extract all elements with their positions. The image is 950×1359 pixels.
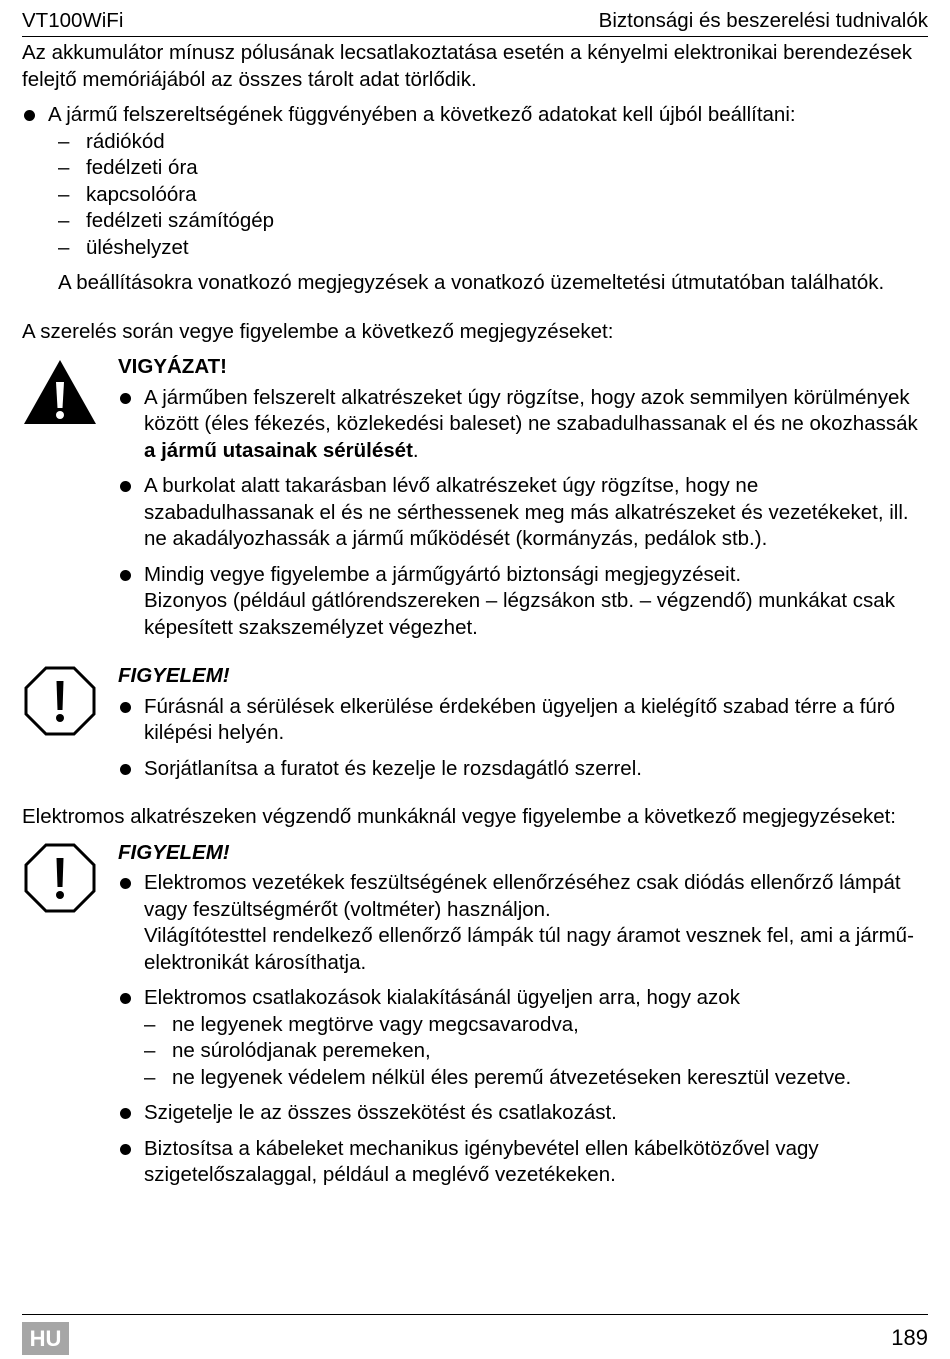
connection-item: – ne legyenek megtörve vagy megcsavarodva, <box>144 1012 579 1036</box>
reset-item: – kapcsolóóra <box>58 182 197 206</box>
notice-octagon-icon <box>22 842 98 914</box>
notice-bullet: Elektromos csatlakozások kialakításánál ügyeljen arra, hogy azok – ne legyenek megtörve vagy megcsavarodva, – ne súrolódjanak peremeken, – ne legyenek védelem nélkül éles peremű átvezetéseken keresztül vezetve. <box>118 985 928 1091</box>
notice-title: FIGYELEM! <box>118 664 230 687</box>
warning-block <box>22 354 928 641</box>
notice-block <box>22 663 928 782</box>
warning-triangle-icon <box>22 356 98 428</box>
mounting-intro: A szerelés során vegye figyelembe a következő megjegyzéseket: <box>22 319 614 343</box>
reset-item: – fedélzeti óra <box>58 156 198 179</box>
page-body <box>22 40 928 1189</box>
connection-item: – ne súrolódjanak peremeken, <box>144 1039 431 1062</box>
notice-bullet: Sorjátlanítsa a furatot és kezelje le rozsdagátló szerrel. <box>118 756 928 783</box>
notice-bullet: Biztosítsa a kábeleket mechanikus igénybevétel ellen kábelkötözővel vagy szigetelőszalaggal, például a meglévő vezetékeken. <box>118 1136 928 1189</box>
reset-item: – üléshelyzet <box>58 235 189 259</box>
section-title: Biztonsági és beszerelési tudnivalók <box>598 9 928 32</box>
connection-item: – ne legyenek védelem nélkül éles peremű átvezetéseken keresztül vezetve. <box>144 1065 852 1089</box>
page-number: 189 <box>891 1325 928 1350</box>
reset-item: – rádiókód <box>58 129 165 153</box>
notice-octagon-icon <box>22 665 98 737</box>
intro-paragraph: Az akkumulátor mínusz pólusának lecsatlakoztatása esetén a kényelmi elektronikai berendezések felejtő memóriájából az összes tárolt adat törlődik. <box>22 41 912 91</box>
electrical-intro: Elektromos alkatrészeken végzendő munkáknál vegye figyelembe a következő megjegyzéseket: <box>22 805 896 828</box>
warning-bullet: Mindig vegye figyelembe a járműgyártó biztonsági megjegyzéseit. Bizonyos (például gátlórendszereken – légzsákon stb. – végzendő) munkákat csak képesített szakszemélyzet végezhet. <box>118 562 928 642</box>
reset-item: – fedélzeti számítógép <box>58 209 275 232</box>
warning-bullet: A burkolat alatt takarásban lévő alkatrészeket úgy rögzítse, hogy ne szabadulhassanak el és ne sérthessenek meg más alkatrészeket és vezetékeket, ill. ne akadályozhassák a jármű működését (kormányzás, pedálok stb.). <box>118 473 928 553</box>
reset-bullet: A jármű felszereltségének függvényében a következő adatokat kell újból beállítani: <box>22 102 928 129</box>
notice-bullet: Szigetelje le az összes összekötést és csatlakozást. <box>118 1100 928 1127</box>
notice-block <box>22 840 928 1189</box>
language-badge: HU <box>22 1322 69 1355</box>
notice-title: FIGYELEM! <box>118 840 230 864</box>
page-footer <box>22 1314 928 1359</box>
notice-bullet: Elektromos vezetékek feszültségének ellenőrzéséhez csak diódás ellenőrző lámpát vagy feszültségmérőt (voltméter) használjon. Világítótesttel rendelkező ellenőrző lámpák túl nagy áramot vesznek fel, ami a jármű-elektronikát károsíthatja. <box>118 870 928 976</box>
product-name: VT100WiFi <box>22 9 124 32</box>
warning-bullet: A járműben felszerelt alkatrészeket úgy rögzítse, hogy azok semmilyen körülmények között (éles fékezés, közlekedési baleset) ne szabadulhassanak el és ne okozhassák a jármű utasainak sérülését. <box>118 385 928 465</box>
warning-title: VIGYÁZAT! <box>118 355 227 378</box>
notice-bullet: Fúrásnál a sérülések elkerülése érdekében ügyeljen a kielégítő szabad térre a fúró kilépési helyén. <box>118 694 928 747</box>
reset-note: A beállításokra vonatkozó megjegyzések a vonatkozó üzemeltetési útmutatóban találhatók. <box>58 271 885 294</box>
page-header <box>22 6 928 37</box>
